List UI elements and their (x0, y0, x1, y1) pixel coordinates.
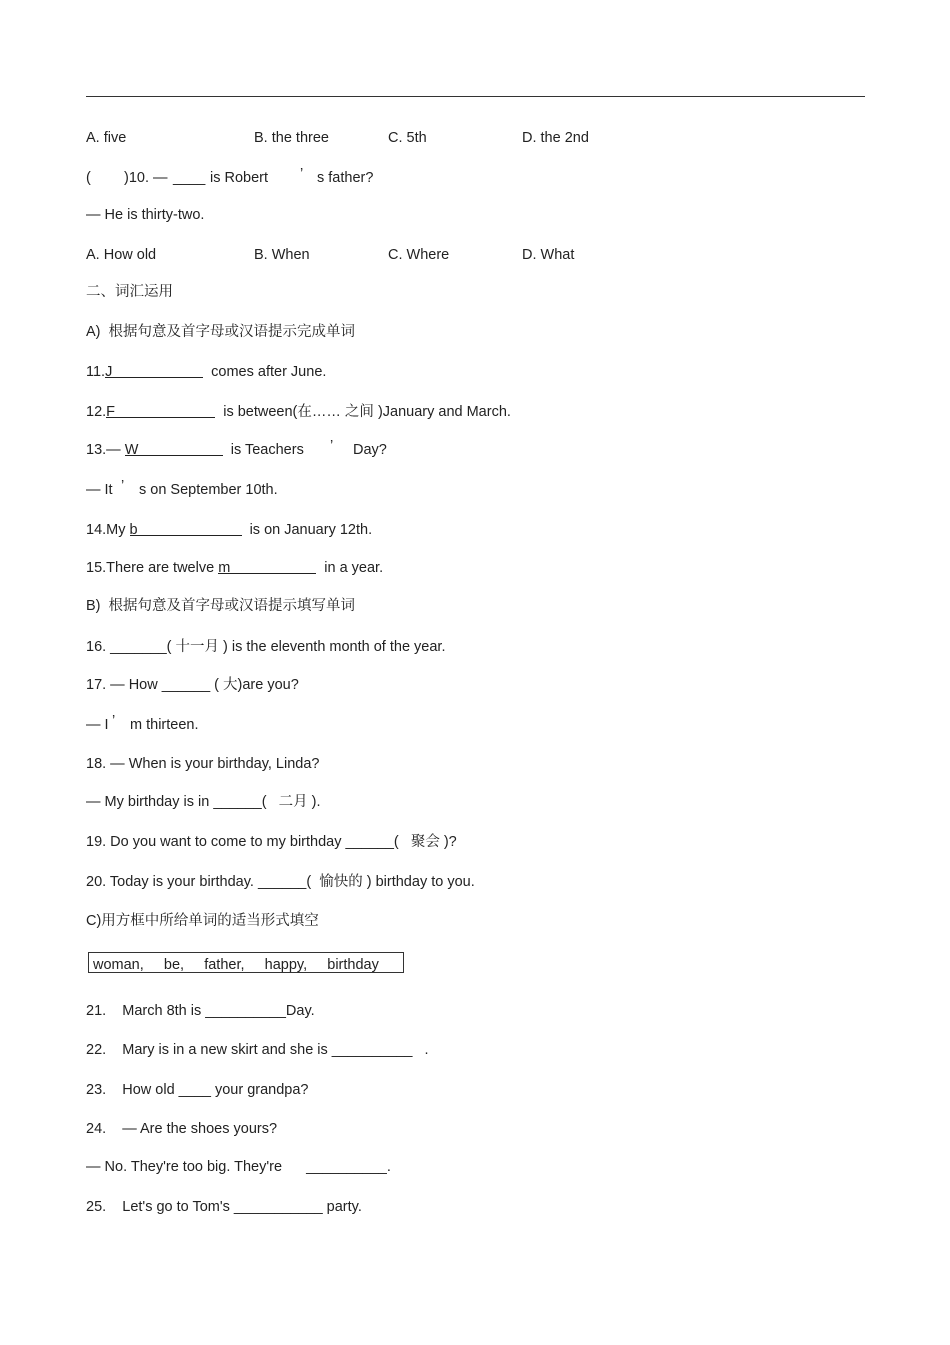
q10-text-a: is Robert (210, 170, 269, 186)
q12-answer-line (106, 403, 215, 418)
q13-apostrophe: ’ (330, 438, 334, 454)
q13-first-letter: W (124, 442, 139, 458)
q17-answer-a: — I (86, 717, 109, 733)
q10-text-b: s father? (317, 170, 374, 186)
q19: 19. Do you want to come to my birthday ______( 聚会 )? (86, 834, 457, 850)
q9-option-a: A. five (86, 130, 127, 146)
q10-option-b: B. When (254, 247, 310, 263)
q12 (86, 403, 511, 421)
q11-number: 11. (86, 364, 106, 380)
q11-text: comes after June. (211, 364, 327, 380)
q13-number: 13.— (86, 442, 125, 458)
q20: 20. Today is your birthday. ______( 愉快的 ) birthday to you. (86, 874, 475, 890)
q11-answer-line (105, 363, 203, 378)
q14-text: is on January 12th. (249, 522, 373, 538)
q14-answer-line (130, 521, 242, 536)
q12-first-letter: F (106, 404, 116, 420)
q24: 24. — Are the shoes yours? (86, 1121, 278, 1137)
q15-text: in a year. (324, 560, 384, 576)
q9-option-b: B. the three (254, 130, 329, 146)
q13-answer-b: s on September 10th. (139, 482, 278, 498)
q23: 23. How old ____ your grandpa? (86, 1082, 309, 1098)
word-box: woman, be, father, happy, birthday (88, 952, 404, 973)
q9-option-d: D. the 2nd (522, 130, 589, 146)
q17-answer-apostrophe: ’ (112, 713, 116, 729)
q12-text: is between(在…… 之间 )January and March. (223, 404, 511, 420)
q10-option-c: C. Where (388, 247, 450, 263)
q15 (86, 559, 383, 577)
q11-first-letter: J (105, 364, 113, 380)
q14-first-letter: b (129, 522, 138, 538)
q22: 22. Mary is in a new skirt and she is __________ . (86, 1042, 429, 1058)
q13-answer-line (125, 441, 223, 456)
q13-text-a: is Teachers (230, 442, 304, 458)
q14-number: 14.My (86, 522, 130, 538)
q18-answer: — My birthday is in ______( 二月 ). (86, 794, 321, 810)
q21: 21. March 8th is __________Day. (86, 1003, 315, 1019)
q18: 18. — When is your birthday, Linda? (86, 756, 320, 772)
q10-number: )10. — (124, 170, 168, 186)
q13-answer-a: — It (86, 482, 113, 498)
q14 (86, 521, 372, 539)
q16: 16. _______( 十一月 ) is the eleventh month of the year. (86, 639, 446, 655)
q15-first-letter: m (218, 560, 231, 576)
q10-blank: ____ (173, 170, 206, 186)
q9-option-c: C. 5th (388, 130, 427, 146)
header-rule (86, 96, 865, 97)
partB-title: B) 根据句意及首字母或汉语提示填写单词 (86, 598, 356, 614)
q10-answer: — He is thirty-two. (86, 207, 205, 223)
q15-answer-line (218, 559, 316, 574)
q11 (86, 363, 326, 381)
q24-answer: — No. They're too big. They're __________. (86, 1159, 391, 1175)
partC-title: C)用方框中所给单词的适当形式填空 (86, 913, 319, 929)
q13-text-b: Day? (353, 442, 387, 458)
q10-option-d: D. What (522, 247, 575, 263)
section2-title: 二、词汇运用 (86, 284, 173, 300)
q25: 25. Let's go to Tom's ___________ party. (86, 1199, 362, 1215)
q10-paren-open: ( (86, 170, 91, 186)
q17-answer-b: m thirteen. (130, 717, 199, 733)
q10-apostrophe: ’ (300, 166, 304, 182)
partA-title: A) 根据句意及首字母或汉语提示完成单词 (86, 324, 356, 340)
q13-answer-apostrophe: ’ (121, 478, 125, 494)
q10-option-a: A. How old (86, 247, 157, 263)
q13 (86, 441, 304, 459)
q12-number: 12. (86, 404, 107, 420)
q17: 17. — How ______ ( 大)are you? (86, 677, 299, 693)
q15-number: 15.There are twelve (86, 560, 219, 576)
